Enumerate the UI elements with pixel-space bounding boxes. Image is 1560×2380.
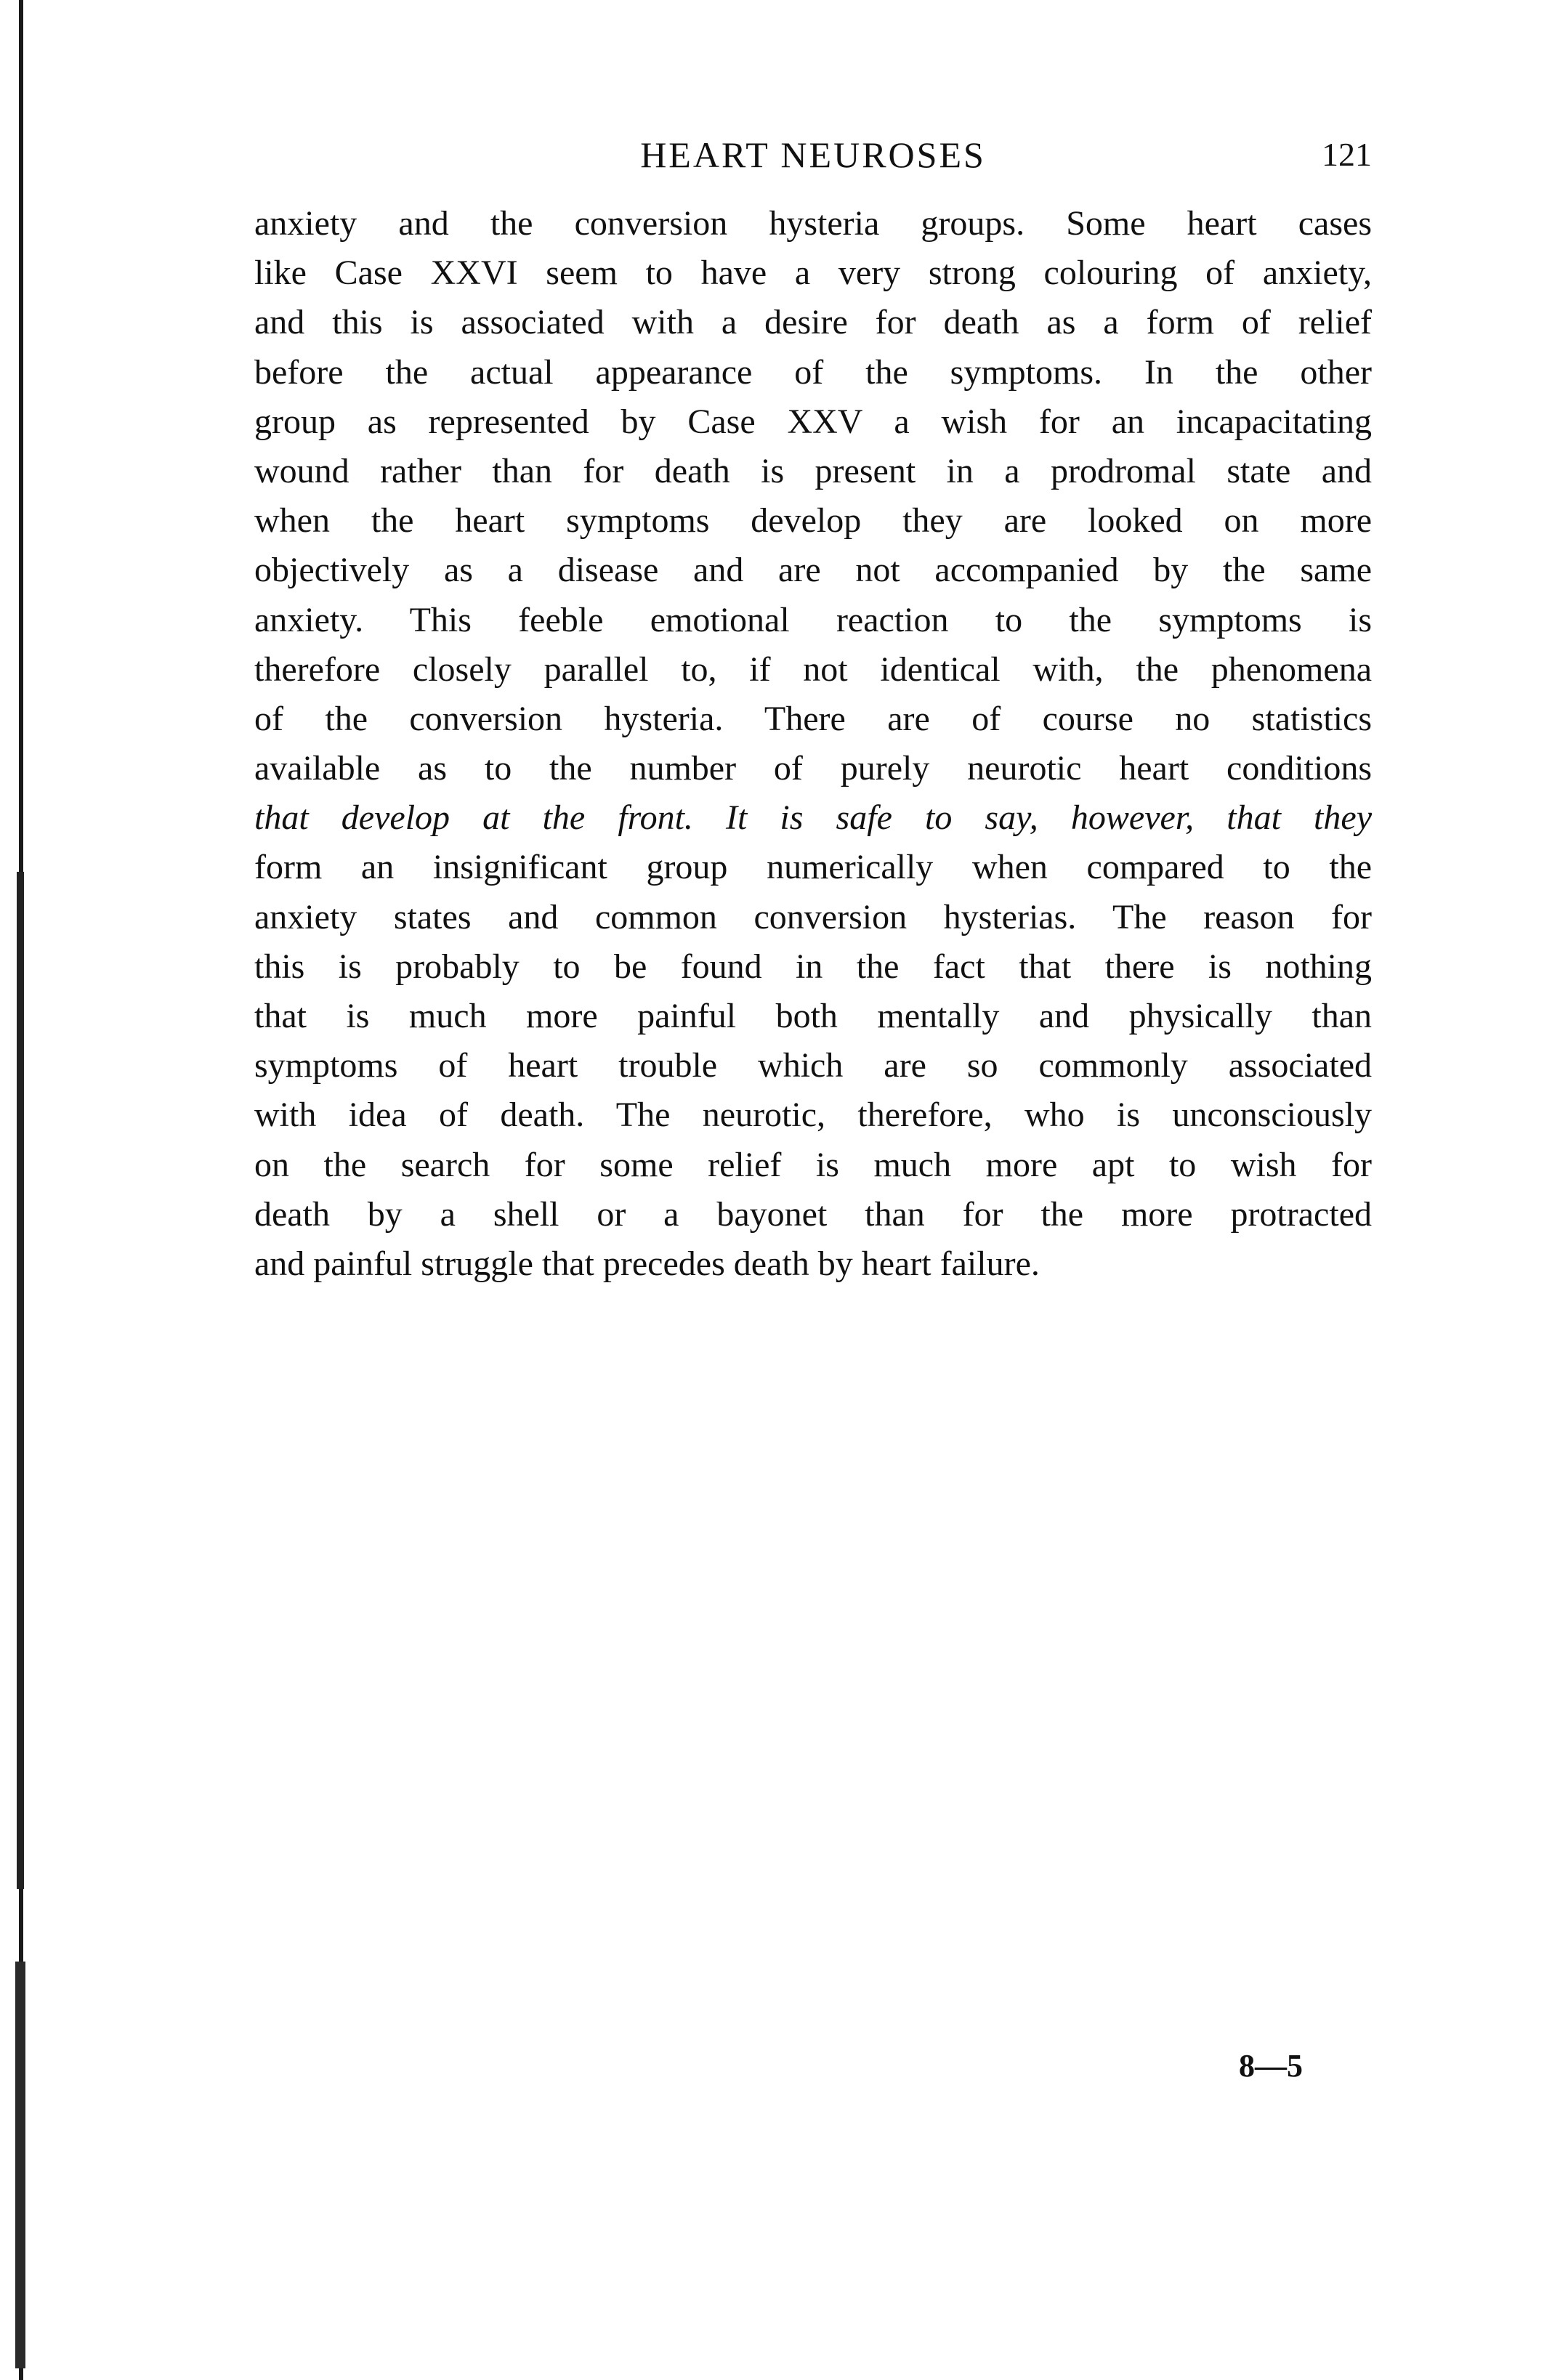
text-line: that is much more painful both mentally and physically than — [254, 997, 1372, 1035]
text-line: anxiety states and common conversion hysterias. The reason for — [254, 897, 1372, 936]
text-line: this is probably to be found in the fact that there is nothing — [254, 947, 1372, 986]
text-line: objectively as a disease and are not accompanied by the same — [254, 551, 1372, 590]
text-line: form an insignificant group numerically when compared to the — [254, 848, 1372, 887]
text-line: and painful struggle that precedes death by heart failure. — [254, 1244, 1040, 1283]
text-line: on the search for some relief is much more apt to wish for — [254, 1145, 1372, 1184]
text-line: therefore closely parallel to, if not identical with, the phenomena — [254, 649, 1372, 689]
text-line: wound rather than for death is present in a prodromal state and — [254, 451, 1372, 490]
text-line: like Case XXVI seem to have a very strong colouring of anxiety, — [254, 254, 1372, 293]
text-line: death by a shell or a bayonet than for the more protracted — [254, 1194, 1372, 1234]
text-line: available as to the number of purely neurotic heart conditions — [254, 749, 1372, 788]
text-line: group as represented by Case XXV a wish for an incapacitating — [254, 402, 1372, 441]
text-line: anxiety and the conversion hysteria groups. Some heart cases — [254, 204, 1372, 243]
signature-mark: 8—5 — [1239, 2048, 1303, 2084]
text-line: that develop at the front. It is safe to say, however, that they — [254, 798, 1372, 838]
page-header — [254, 129, 1372, 180]
body-paragraph — [254, 199, 1372, 1289]
page-number: 121 — [1322, 136, 1372, 173]
running-title: HEART NEUROSES — [640, 134, 986, 175]
text-line: anxiety. This feeble emotional reaction to the symptoms is — [254, 600, 1372, 639]
text-line: symptoms of heart trouble which are so commonly associated — [254, 1046, 1372, 1085]
text-line: and this is associated with a desire for death as a form of relief — [254, 303, 1372, 342]
text-line: before the actual appearance of the symptoms. In the other — [254, 352, 1372, 392]
text-line: of the conversion hysteria. There are of course no statistics — [254, 699, 1372, 738]
text-line: with idea of death. The neurotic, therefore, who is unconsciously — [254, 1096, 1372, 1135]
text-line: when the heart symptoms develop they are looked on more — [254, 501, 1372, 541]
binding-edge-shadow — [13, 0, 29, 2380]
